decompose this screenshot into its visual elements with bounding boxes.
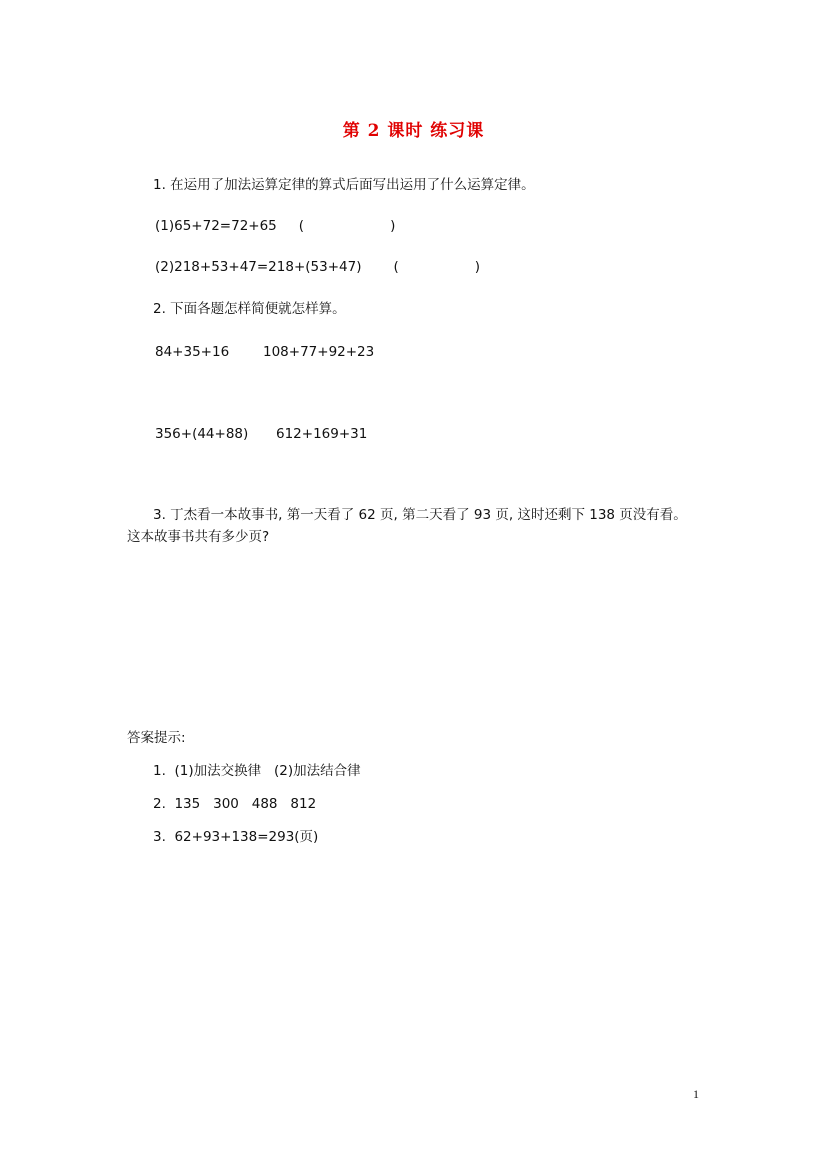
page-title: 第 2 课时 练习课	[342, 121, 485, 141]
answers-heading: 答案提示:	[127, 730, 186, 746]
question-1a-expression: (1)65+72=72+65	[155, 218, 277, 234]
question-2-expr-2: 108+77+92+23	[263, 344, 375, 360]
answer-3: 3. 62+93+138=293(页)	[153, 829, 319, 845]
question-1b-close-paren: )	[474, 259, 481, 275]
question-1a	[155, 217, 395, 235]
question-1a-open-paren: (	[298, 218, 305, 234]
question-1b-expression: (2)218+53+47=218+(53+47)	[155, 259, 362, 275]
question-2-stem: 2. 下面各题怎样简便就怎样算。	[153, 301, 346, 317]
answer-2: 2. 135 300 488 812	[153, 796, 317, 812]
question-1b	[155, 258, 480, 276]
question-1a-close-paren: )	[390, 218, 396, 234]
question-3-line-2: 这本故事书共有多少页?	[127, 529, 270, 545]
question-1-stem: 1. 在运用了加法运算定律的算式后面写出运用了什么运算定律。	[153, 177, 535, 193]
question-3-line-1: 3. 丁杰看一本故事书, 第一天看了 62 页, 第二天看了 93 页, 这时还剩下 138 页没有看。	[153, 507, 687, 523]
question-2-expr-4: 612+169+31	[276, 426, 368, 442]
question-2-expr-1: 84+35+16	[155, 344, 230, 360]
question-1b-open-paren: (	[393, 259, 399, 275]
page-number: 1	[693, 1087, 699, 1101]
answer-1: 1. (1)加法交换律 (2)加法结合律	[153, 763, 361, 779]
question-2-expr-3: 356+(44+88)	[155, 426, 249, 442]
